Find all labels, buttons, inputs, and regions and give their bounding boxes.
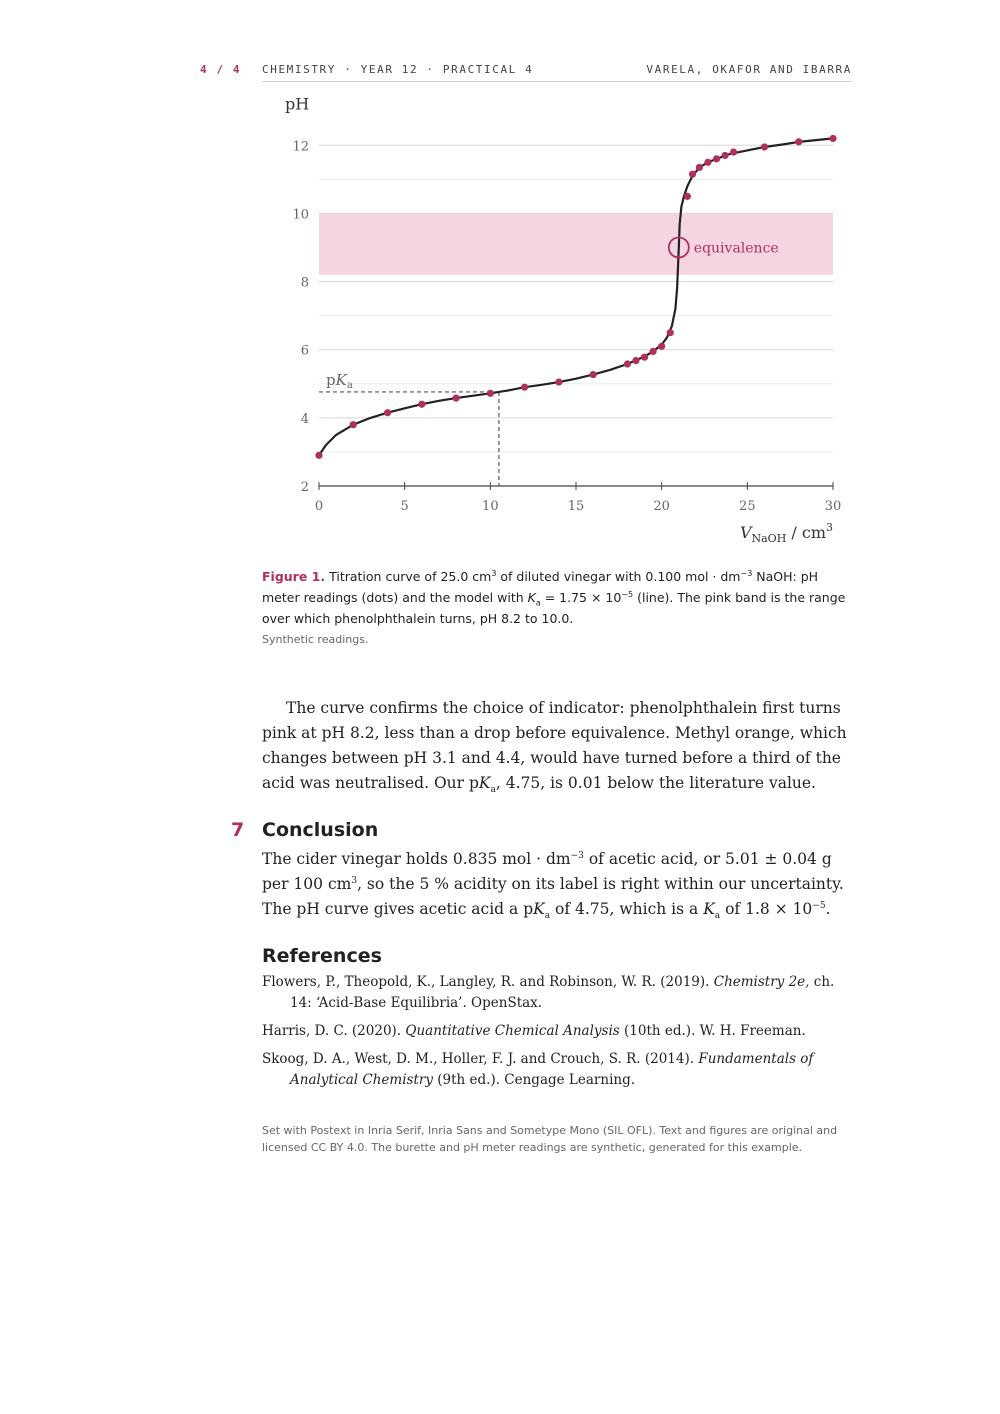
y-tick-label: 4 <box>300 411 309 427</box>
data-point <box>761 143 768 150</box>
data-point <box>487 390 494 397</box>
data-point <box>684 193 691 200</box>
data-point <box>641 354 648 361</box>
data-point <box>704 159 711 166</box>
reference-item: Flowers, P., Theopold, K., Langley, R. and Robinson, W. R. (2019). Chemistry 2e, ch. 14: ‘Acid-Base Equilibria’. OpenStax. <box>262 974 835 1011</box>
titration-chart <box>262 94 852 550</box>
data-point <box>795 138 802 145</box>
data-point <box>350 421 357 428</box>
x-tick-label: 25 <box>739 499 756 514</box>
section-title: Conclusion <box>262 819 379 841</box>
y-tick-label: 10 <box>292 207 309 223</box>
x-tick-label: 20 <box>653 499 670 514</box>
y-tick-label: 6 <box>300 343 309 359</box>
x-tick-label: 0 <box>314 499 324 514</box>
section-number: 7 <box>231 819 245 841</box>
data-point <box>650 348 657 355</box>
discussion-paragraph: The curve confirms the choice of indicator: phenolphthalein first turns pink at pH 8.2, less than a drop before equivalence. Methyl orange, which changes between pH 3.1 and 4.4, would have turned before a third of the acid was neutralised. Our $pK_a$, 4.75, is 0.01 below the literature value. <box>262 699 847 796</box>
data-point <box>315 452 322 459</box>
figure-caption: Figure 1. Titration curve of 25.0 $cm^3$ of diluted vinegar with 0.100 mol · $dm^{-3}$ NaOH: pH meter readings (dots) and the model with $K_a = 1.75 \times 10^{-5}$ (line). The pink band is the range over which phenolphthalein turns, pH 8.2 to 10.0. <box>262 568 846 626</box>
course-title: CHEMISTRY · YEAR 12 · PRACTICAL 4 <box>262 63 534 76</box>
data-point <box>689 171 696 178</box>
x-axis-title: $V_{NaOH} / cm^3$ <box>739 521 833 545</box>
data-point <box>829 135 836 142</box>
data-point <box>452 394 459 401</box>
data-point <box>696 164 703 171</box>
reference-item: Skoog, D. A., West, D. M., Holler, F. J. and Crouch, S. R. (2014). Fundamentals of Analytical Chemistry (9th ed.). Cengage Learning. <box>262 1051 814 1088</box>
conclusion-paragraph: The cider vinegar holds 0.835 mol · $dm^{-3}$ of acetic acid, or 5.01 ± 0.04 g per 100 $cm^3$, so the 5 % acidity on its label is right within our uncertainty. The pH curve gives acetic acid a $pK_a$ of 4.75, which is a $K_a$ of $1.8 \times 10^{-5}$. <box>262 850 844 922</box>
pka-label: $pK_a$ <box>326 370 353 391</box>
data-point <box>555 378 562 385</box>
data-point <box>730 148 737 155</box>
x-tick-label: 10 <box>482 499 499 514</box>
header-rule <box>262 81 852 82</box>
y-tick-label: 8 <box>300 275 309 291</box>
data-point <box>658 343 665 350</box>
running-header <box>200 63 852 81</box>
caption-note: Synthetic readings. <box>262 633 369 646</box>
data-point <box>632 357 639 364</box>
equivalence-label: equivalence <box>693 240 779 257</box>
data-point <box>721 152 728 159</box>
reference-list <box>262 972 854 1098</box>
data-point <box>624 360 631 367</box>
x-tick-label: 30 <box>824 499 842 514</box>
data-point <box>590 371 597 378</box>
data-point <box>418 401 425 408</box>
page-number: 4 / 4 <box>200 63 242 76</box>
reference-item: Harris, D. C. (2020). Quantitative Chemical Analysis (10th ed.). W. H. Freeman. <box>262 1023 806 1039</box>
colophon: Set with Postext in Inria Serif, Inria Sans and Sometype Mono (SIL OFL). Text and figures are original and licensed CC BY 4.0. The burette and pH meter readings are synthetic, generated for this example. <box>262 1124 838 1154</box>
data-point <box>667 329 674 336</box>
data-point <box>521 384 528 391</box>
y-tick-label: 2 <box>300 480 309 495</box>
references-heading: References <box>262 945 382 967</box>
y-axis-title: pH <box>285 94 310 114</box>
x-tick-label: 15 <box>567 499 585 514</box>
authors: VARELA, OKAFOR AND IBARRA <box>646 63 852 76</box>
model-curve <box>319 138 833 455</box>
data-point <box>713 155 720 162</box>
y-tick-label: 12 <box>292 139 309 155</box>
x-tick-label: 5 <box>400 499 409 514</box>
figure-label: Figure 1. <box>262 569 326 584</box>
data-point <box>384 409 391 416</box>
